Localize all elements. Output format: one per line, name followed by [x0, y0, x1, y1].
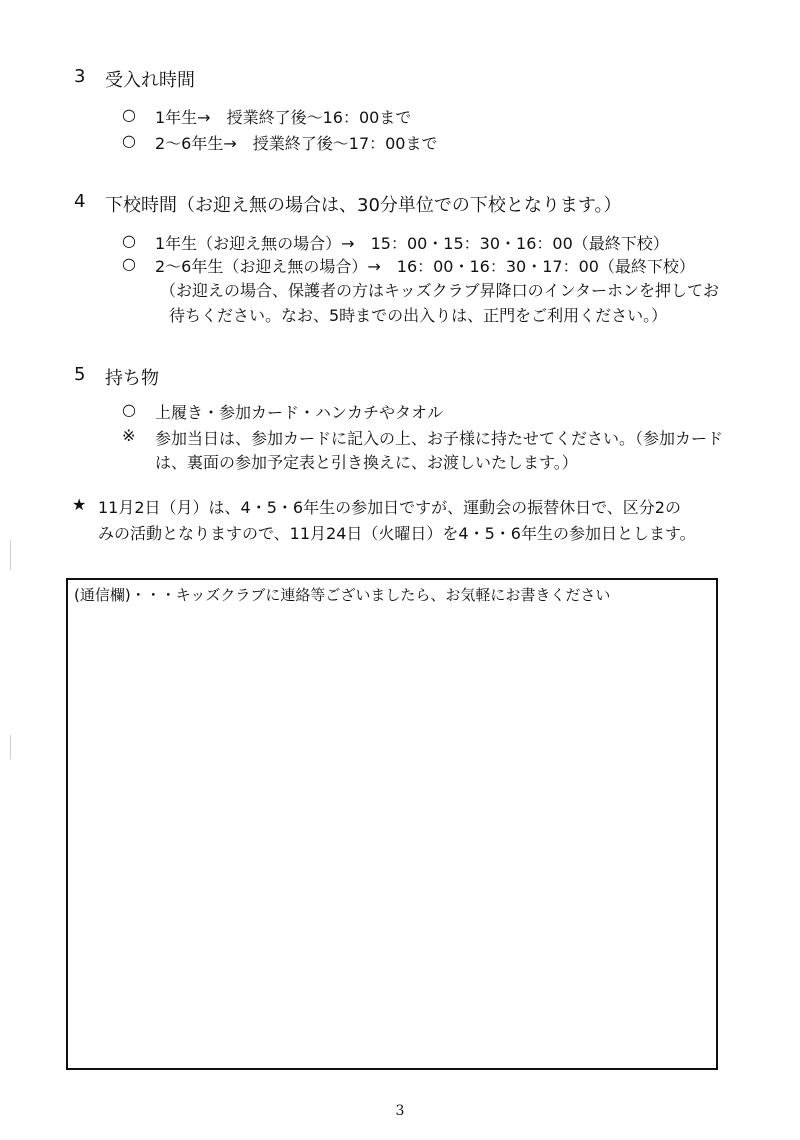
notes-box-label: (通信欄)・・・キッズクラブに連絡等ございましたら、お気軽にお書きください	[74, 586, 611, 604]
section-5-bullet-1-text: 上履き・参加カード・ハンカチやタオル	[155, 403, 444, 422]
section-4-bullet-1-marker: ○	[122, 231, 136, 250]
star-note-line-1: 11月2日（月）は、4・5・6年生の参加日ですが、運動会の振替休日で、区分2の	[98, 498, 681, 517]
section-5-number: 5	[74, 364, 86, 385]
notes-box[interactable]	[66, 578, 718, 1070]
section-3-bullet-2-marker: ○	[122, 131, 136, 150]
section-4-note-line-1: （お迎えの場合、保護者の方はキッズクラブ昇降口のインターホンを押してお	[160, 281, 720, 300]
section-3-bullet-1-marker: ○	[122, 105, 136, 124]
section-5-bullet-2-text: 参加当日は、参加カードに記入の上、お子様に持たせてください。（参加カード	[155, 429, 724, 448]
scan-mark	[10, 735, 11, 759]
section-5-note-line-1: は、裏面の参加予定表と引き換えに、お渡しいたします。）	[155, 453, 578, 472]
section-4-bullet-2-marker: ○	[122, 254, 136, 273]
section-3-number: 3	[74, 66, 86, 87]
section-5-title: 持ち物	[105, 368, 159, 389]
section-5-bullet-2-marker: ※	[122, 426, 136, 445]
section-3-bullet-2-text: 2～6年生→ 授業終了後～17：00まで	[155, 134, 438, 153]
star-note-line-2: みの活動となりますので、11月24日（火曜日）を4・5・6年生の参加日とします。	[98, 524, 696, 543]
section-4-bullet-2-text: 2～6年生（お迎え無の場合）→ 16：00・16：30・17：00（最終下校）	[155, 257, 695, 276]
section-3-title: 受入れ時間	[105, 70, 195, 91]
section-4-title: 下校時間（お迎え無の場合は、30分単位での下校となります。）	[105, 195, 622, 216]
star-note-marker: ★	[72, 495, 87, 514]
page-number: 3	[395, 1103, 405, 1119]
section-4-note-line-2: 待ちください。なお、5時までの出入りは、正門をご利用ください。）	[169, 306, 668, 325]
scan-mark	[10, 540, 11, 570]
section-4-number: 4	[74, 191, 86, 212]
section-4-bullet-1-text: 1年生（お迎え無の場合）→ 15：00・15：30・16：00（最終下校）	[155, 234, 669, 253]
section-5-bullet-1-marker: ○	[122, 400, 136, 419]
section-3-bullet-1-text: 1年生→ 授業終了後～16：00まで	[155, 108, 412, 127]
